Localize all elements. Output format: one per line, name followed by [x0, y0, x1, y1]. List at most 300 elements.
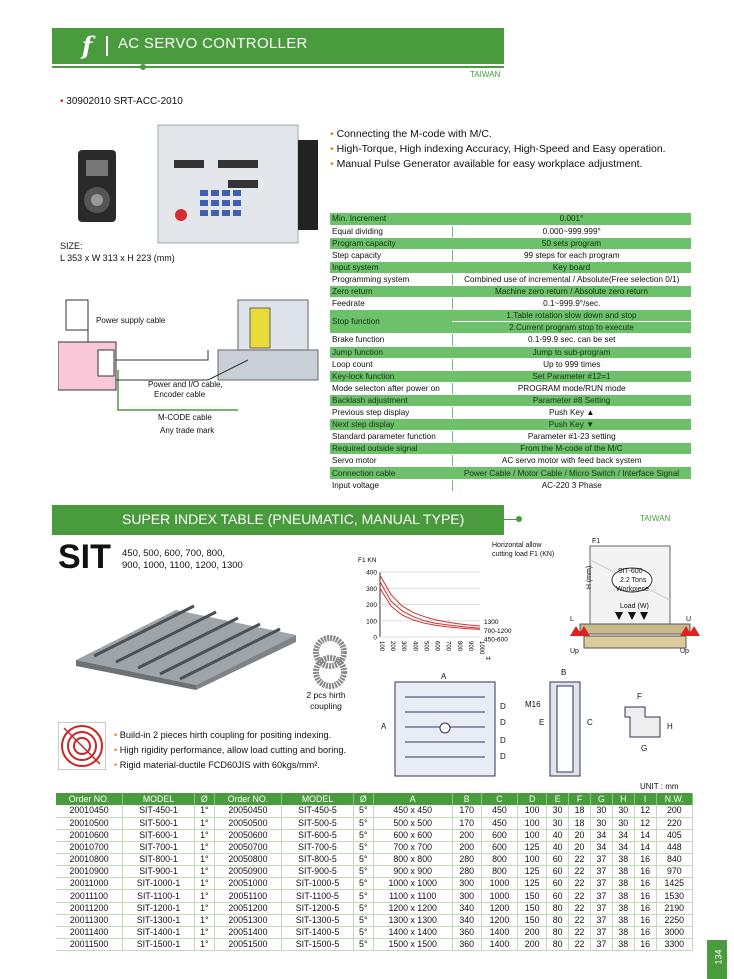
feature-item: • Manual Pulse Generator available for easy workplace adjustment.	[330, 158, 643, 170]
table-cell: SIT-900-1	[123, 866, 195, 878]
spec-key: Min. Increment	[330, 213, 452, 225]
table-cell: 16	[634, 878, 656, 890]
y-tick-label: 400	[366, 569, 377, 577]
table-cell: SIT-1400-1	[123, 926, 195, 938]
table-cell: 1530	[656, 890, 692, 902]
hirth-label: 2 pcs hirth coupling	[306, 690, 346, 711]
table-cell: 360	[452, 939, 481, 951]
table-cell: 20011200	[56, 902, 123, 914]
table-cell: 1400	[481, 939, 517, 951]
table-cell: 220	[656, 817, 692, 829]
table-cell: 450 x 450	[373, 805, 452, 817]
series-label: 700-1200	[484, 628, 512, 636]
feature-item: • Connecting the M-code with M/C.	[330, 128, 492, 140]
spec-value: 0.1~999.9°/sec.	[452, 298, 691, 310]
order-table	[56, 793, 693, 951]
spec-row	[330, 261, 691, 273]
spec-row	[330, 334, 691, 346]
table-cell: 2250	[656, 914, 692, 926]
table-cell: 125	[518, 841, 547, 853]
table-cell: 22	[569, 890, 591, 902]
table-cell: 1200	[481, 914, 517, 926]
table-cell: 80	[547, 914, 569, 926]
table-cell: 840	[656, 854, 692, 866]
table-cell: 38	[612, 926, 634, 938]
spec-key: Servo motor	[330, 455, 452, 467]
index-table-image	[56, 580, 296, 690]
x-tick-label: 100	[378, 641, 384, 652]
table-cell: 38	[612, 890, 634, 902]
table-cell: 30	[590, 817, 612, 829]
table-cell: 405	[656, 829, 692, 841]
table-row	[56, 829, 693, 841]
table-cell: SIT-1100-5	[282, 890, 354, 902]
table-row	[56, 805, 693, 817]
table-cell: 37	[590, 854, 612, 866]
table-cell: 20050450	[214, 805, 281, 817]
table-cell: SIT-900-5	[282, 866, 354, 878]
series-line	[380, 575, 480, 626]
table-cell: 20	[569, 841, 591, 853]
spec-row	[330, 237, 691, 249]
spec-row	[330, 225, 691, 237]
table-cell: 5°	[353, 890, 373, 902]
column-header: Ø	[194, 793, 214, 805]
table-cell: SIT-1000-5	[282, 878, 354, 890]
spec-value: Push Key ▲	[452, 407, 691, 419]
table-cell: 20051400	[214, 926, 281, 938]
spec-row	[330, 346, 691, 358]
table-cell: 300	[452, 890, 481, 902]
spec-row	[330, 249, 691, 261]
spec-row	[330, 273, 691, 285]
table-cell: 20010700	[56, 841, 123, 853]
table-row	[56, 854, 693, 866]
table-cell: 16	[634, 902, 656, 914]
table-cell: 22	[569, 939, 591, 951]
table-cell: 1500 x 1500	[373, 939, 452, 951]
table-cell: SIT-1400-5	[282, 926, 354, 938]
table-cell: 340	[452, 902, 481, 914]
table-cell: 30	[612, 817, 634, 829]
table-cell: 1200 x 1200	[373, 902, 452, 914]
table-cell: 20051500	[214, 939, 281, 951]
table-cell: SIT-1000-1	[123, 878, 195, 890]
dimension-drawing: A A D D D D M16 E B C F H G	[375, 662, 695, 782]
table-cell: 22	[569, 866, 591, 878]
table-cell: SIT-800-1	[123, 854, 195, 866]
table-cell: 30	[590, 805, 612, 817]
table-cell: 1400 x 1400	[373, 926, 452, 938]
wiring-diagram: Power supply cable Power and I/O cable, Encoder cable M-CODE cable Any trade mark	[58, 290, 328, 440]
table-cell: 1°	[194, 866, 214, 878]
table-cell: 300	[452, 878, 481, 890]
section-title: SUPER INDEX TABLE (PNEUMATIC, MANUAL TYPE)	[122, 511, 465, 527]
y-tick-label: 300	[366, 585, 377, 593]
table-cell: 1°	[194, 939, 214, 951]
table-cell: 970	[656, 866, 692, 878]
table-cell: 450	[481, 805, 517, 817]
feature-item: • High-Torque, High indexing Accuracy, High-Speed and Easy operation.	[330, 143, 666, 155]
spec-key: Feedrate	[330, 298, 452, 310]
table-cell: 1000	[481, 890, 517, 902]
spec-row	[330, 213, 691, 225]
table-cell: 16	[634, 914, 656, 926]
spec-key: Jump function	[330, 346, 452, 358]
spec-value: PROGRAM mode/RUN mode	[452, 382, 691, 394]
table-cell: SIT-1500-5	[282, 939, 354, 951]
header-dot	[140, 64, 146, 70]
table-cell: 38	[612, 914, 634, 926]
spec-key: Input system	[330, 261, 452, 273]
spec-value: Up to 999 times	[452, 358, 691, 370]
spec-value: AC servo motor with feed back system	[452, 455, 691, 467]
table-cell: 20011100	[56, 890, 123, 902]
table-cell: 30	[547, 817, 569, 829]
table-cell: 5°	[353, 926, 373, 938]
table-cell: 5°	[353, 902, 373, 914]
table-cell: 60	[547, 890, 569, 902]
table-cell: 100	[518, 829, 547, 841]
table-cell: 5°	[353, 841, 373, 853]
table-cell: 37	[590, 902, 612, 914]
table-cell: 150	[518, 890, 547, 902]
table-cell: 20010600	[56, 829, 123, 841]
x-tick-label: 400	[411, 641, 418, 652]
spec-key: Equal dividing	[330, 225, 452, 237]
table-cell: 1°	[194, 817, 214, 829]
table-cell: SIT-1200-5	[282, 902, 354, 914]
table-cell: 1°	[194, 805, 214, 817]
table-cell: 200	[452, 829, 481, 841]
load-chart	[340, 550, 520, 660]
table-cell: 200	[518, 939, 547, 951]
table-cell: 16	[634, 926, 656, 938]
table-cell: 20011300	[56, 914, 123, 926]
table-cell: 40	[547, 841, 569, 853]
table-row	[56, 914, 693, 926]
load-diagram: Horizontal allow cutting load F1 (KN) F1 SIT-600 2.2 Tons Workpiece Load (W) L U Up Up H (mm)	[540, 540, 700, 660]
table-cell: 60	[547, 854, 569, 866]
section-header-servo	[52, 28, 504, 64]
table-cell: 5°	[353, 854, 373, 866]
table-row	[56, 926, 693, 938]
table-cell: SIT-500-5	[282, 817, 354, 829]
table-cell: 1°	[194, 878, 214, 890]
spec-key: Program capacity	[330, 237, 452, 249]
country-label: TAIWAN	[470, 70, 501, 79]
x-tick-label: 500	[422, 641, 429, 652]
spec-row	[330, 443, 691, 455]
spec-key: Previous step display	[330, 407, 452, 419]
table-cell: 1300 x 1300	[373, 914, 452, 926]
header-divider	[106, 36, 108, 56]
table-cell: 5°	[353, 878, 373, 890]
table-cell: 40	[547, 829, 569, 841]
table-cell: 20050900	[214, 866, 281, 878]
spec-row	[330, 479, 691, 491]
table-cell: 37	[590, 926, 612, 938]
table-cell: 1000	[481, 878, 517, 890]
spec-row	[330, 419, 691, 431]
spec-value: 0.000~999.999°	[452, 225, 691, 237]
table-cell: 3300	[656, 939, 692, 951]
coupling-icon	[58, 722, 106, 770]
spec-row	[330, 358, 691, 370]
table-cell: 5°	[353, 829, 373, 841]
table-cell: 30	[612, 805, 634, 817]
table-cell: 37	[590, 878, 612, 890]
table-cell: 38	[612, 902, 634, 914]
table-cell: 30	[547, 805, 569, 817]
table-cell: SIT-450-5	[282, 805, 354, 817]
spec-value: Set Parameter #12=1	[452, 370, 691, 382]
spec-key: Loop count	[330, 358, 452, 370]
table-cell: 1°	[194, 890, 214, 902]
table-cell: SIT-1500-1	[123, 939, 195, 951]
header-dot	[516, 516, 522, 522]
table-cell: 5°	[353, 866, 373, 878]
table-cell: 80	[547, 902, 569, 914]
product-name: SIT	[58, 538, 111, 576]
spec-value: 0.1-99.9 sec. can be set	[452, 334, 691, 346]
product-sizes: 450, 500, 600, 700, 800, 900, 1000, 1100, 1200, 1300	[122, 548, 243, 571]
table-cell: 600	[481, 829, 517, 841]
spec-row	[330, 310, 691, 322]
table-cell: 37	[590, 914, 612, 926]
table-cell: 18	[569, 817, 591, 829]
spec-value: 50 sets program	[452, 237, 691, 249]
table-cell: 34	[590, 841, 612, 853]
feature-item: • High rigidity performance, allow load cutting and boring.	[114, 745, 347, 755]
feature-item: • Build-in 2 pieces hirth coupling for positing indexing.	[114, 730, 332, 740]
column-header: Order NO.	[56, 793, 123, 805]
spec-key: Mode selecton after power on	[330, 382, 452, 394]
spec-value: Jump to sub-program	[452, 346, 691, 358]
y-axis-label: F1 KN	[358, 557, 377, 564]
table-cell: 450	[481, 817, 517, 829]
table-cell: 38	[612, 854, 634, 866]
table-cell: 5°	[353, 805, 373, 817]
table-cell: 34	[590, 829, 612, 841]
table-cell: 600	[481, 841, 517, 853]
table-cell: 16	[634, 866, 656, 878]
table-cell: 600 x 600	[373, 829, 452, 841]
table-cell: 5°	[353, 914, 373, 926]
table-cell: 280	[452, 866, 481, 878]
table-cell: 80	[547, 939, 569, 951]
table-cell: 38	[612, 939, 634, 951]
table-cell: 500 x 500	[373, 817, 452, 829]
table-cell: 20011500	[56, 939, 123, 951]
table-cell: 800	[481, 866, 517, 878]
table-cell: 16	[634, 854, 656, 866]
spec-value: 1.Table rotation slow down and stop	[452, 310, 691, 322]
x-tick-label: 1000	[478, 641, 484, 655]
table-cell: SIT-1200-1	[123, 902, 195, 914]
table-cell: 170	[452, 805, 481, 817]
table-cell: 16	[634, 939, 656, 951]
spec-value: 2.Current program stop to execute	[452, 322, 691, 334]
table-row	[56, 841, 693, 853]
table-cell: SIT-600-5	[282, 829, 354, 841]
spec-key: Zero return	[330, 286, 452, 298]
x-axis-label: H	[486, 656, 491, 660]
table-cell: SIT-700-1	[123, 841, 195, 853]
table-cell: 150	[518, 914, 547, 926]
spec-key: Stop function	[330, 310, 452, 334]
table-cell: 200	[518, 926, 547, 938]
table-cell: 20051100	[214, 890, 281, 902]
y-tick-label: 200	[366, 602, 377, 609]
spec-key: Input voltage	[330, 479, 452, 491]
table-row	[56, 866, 693, 878]
company-logo: f	[81, 31, 93, 60]
x-tick-label: 800	[455, 641, 462, 652]
table-row	[56, 890, 693, 902]
table-cell: 20050800	[214, 854, 281, 866]
table-row	[56, 939, 693, 951]
table-cell: 1400	[481, 926, 517, 938]
spec-value: Parameter #1-23 setting	[452, 431, 691, 443]
table-cell: 22	[569, 854, 591, 866]
table-cell: 170	[452, 817, 481, 829]
table-cell: SIT-1300-1	[123, 914, 195, 926]
column-header: MODEL	[282, 793, 354, 805]
table-cell: 34	[612, 841, 634, 853]
x-tick-label: 300	[400, 641, 407, 652]
table-row	[56, 878, 693, 890]
table-cell: 20010500	[56, 817, 123, 829]
spec-value: From the M-code of the M/C	[452, 443, 691, 455]
spec-row	[330, 382, 691, 394]
spec-row	[330, 431, 691, 443]
table-cell: SIT-1300-5	[282, 914, 354, 926]
column-header: I	[634, 793, 656, 805]
table-cell: 1°	[194, 841, 214, 853]
x-tick-label: 700	[444, 641, 451, 652]
table-cell: SIT-1100-1	[123, 890, 195, 902]
spec-row	[330, 394, 691, 406]
table-cell: 14	[634, 841, 656, 853]
column-header: H	[612, 793, 634, 805]
spec-key: Brake function	[330, 334, 452, 346]
table-cell: 700 x 700	[373, 841, 452, 853]
table-cell: 22	[569, 926, 591, 938]
table-cell: 125	[518, 866, 547, 878]
table-cell: 20050500	[214, 817, 281, 829]
table-cell: 5°	[353, 939, 373, 951]
table-cell: SIT-450-1	[123, 805, 195, 817]
table-cell: 20051000	[214, 878, 281, 890]
table-cell: 22	[569, 878, 591, 890]
spec-value: Power Cable / Motor Cable / Micro Switch / Interface Signal	[452, 467, 691, 479]
table-cell: 20050600	[214, 829, 281, 841]
series-line	[380, 588, 480, 629]
table-cell: 22	[569, 914, 591, 926]
table-cell: 3000	[656, 926, 692, 938]
table-cell: 38	[612, 878, 634, 890]
table-row	[56, 902, 693, 914]
servo-spec-table	[330, 213, 691, 492]
table-cell: 37	[590, 939, 612, 951]
series-label: 1300	[484, 618, 499, 626]
spec-value: AC-220 3 Phase	[452, 479, 691, 491]
table-cell: 1000 x 1000	[373, 878, 452, 890]
x-tick-label: 600	[433, 641, 440, 652]
table-cell: 20010900	[56, 866, 123, 878]
table-cell: 20050700	[214, 841, 281, 853]
index-table-features	[114, 728, 346, 773]
table-cell: SIT-800-5	[282, 854, 354, 866]
unit-label: UNIT : mm	[640, 782, 679, 791]
spec-key: Required outside signal	[330, 443, 452, 455]
spec-value: Combined use of incremental / Absolute(Free selection 0/1)	[452, 273, 691, 285]
table-cell: 1°	[194, 829, 214, 841]
table-cell: 100	[518, 805, 547, 817]
table-cell: 100	[518, 854, 547, 866]
spec-row	[330, 286, 691, 298]
table-cell: 1100 x 1100	[373, 890, 452, 902]
section-title: AC SERVO CONTROLLER	[118, 35, 308, 52]
series-label: 450-600	[484, 636, 508, 644]
table-cell: 38	[612, 866, 634, 878]
table-cell: SIT-500-1	[123, 817, 195, 829]
spec-key: Step capacity	[330, 249, 452, 261]
table-cell: 14	[634, 829, 656, 841]
table-cell: 200	[656, 805, 692, 817]
page-number: 134	[707, 940, 727, 979]
x-tick-label: 200	[389, 641, 396, 652]
header-underline	[52, 66, 504, 68]
table-cell: 20051200	[214, 902, 281, 914]
y-tick-label: 100	[366, 618, 377, 626]
column-header: N.W.	[656, 793, 692, 805]
feature-item: • Rigid material-ductile FCD60JIS with 60kgs/mm².	[114, 760, 320, 770]
spec-value: Parameter #8 Setting	[452, 394, 691, 406]
column-header: Ø	[353, 793, 373, 805]
spec-key: Backlash adjustment	[330, 394, 452, 406]
table-cell: SIT-600-1	[123, 829, 195, 841]
table-cell: 37	[590, 866, 612, 878]
table-cell: 1°	[194, 926, 214, 938]
spec-key: Next step display	[330, 419, 452, 431]
y-tick-label: 0	[373, 634, 377, 642]
table-cell: 200	[452, 841, 481, 853]
table-cell: 340	[452, 914, 481, 926]
column-header: B	[452, 793, 481, 805]
table-cell: 800	[481, 854, 517, 866]
table-cell: 1°	[194, 902, 214, 914]
table-cell: 60	[547, 866, 569, 878]
spec-row	[330, 455, 691, 467]
table-cell: 16	[634, 890, 656, 902]
spec-key: Standard parameter function	[330, 431, 452, 443]
table-cell: 37	[590, 890, 612, 902]
size-info: SIZE: L 353 x W 313 x H 223 (mm)	[60, 241, 175, 263]
table-row	[56, 817, 693, 829]
table-cell: 800 x 800	[373, 854, 452, 866]
spec-key: Key-lock function	[330, 370, 452, 382]
column-header: G	[590, 793, 612, 805]
table-cell: 12	[634, 805, 656, 817]
servo-features	[330, 127, 666, 172]
table-cell: 900 x 900	[373, 866, 452, 878]
table-cell: 125	[518, 878, 547, 890]
column-header: MODEL	[123, 793, 195, 805]
column-header: E	[547, 793, 569, 805]
column-header: A	[373, 793, 452, 805]
